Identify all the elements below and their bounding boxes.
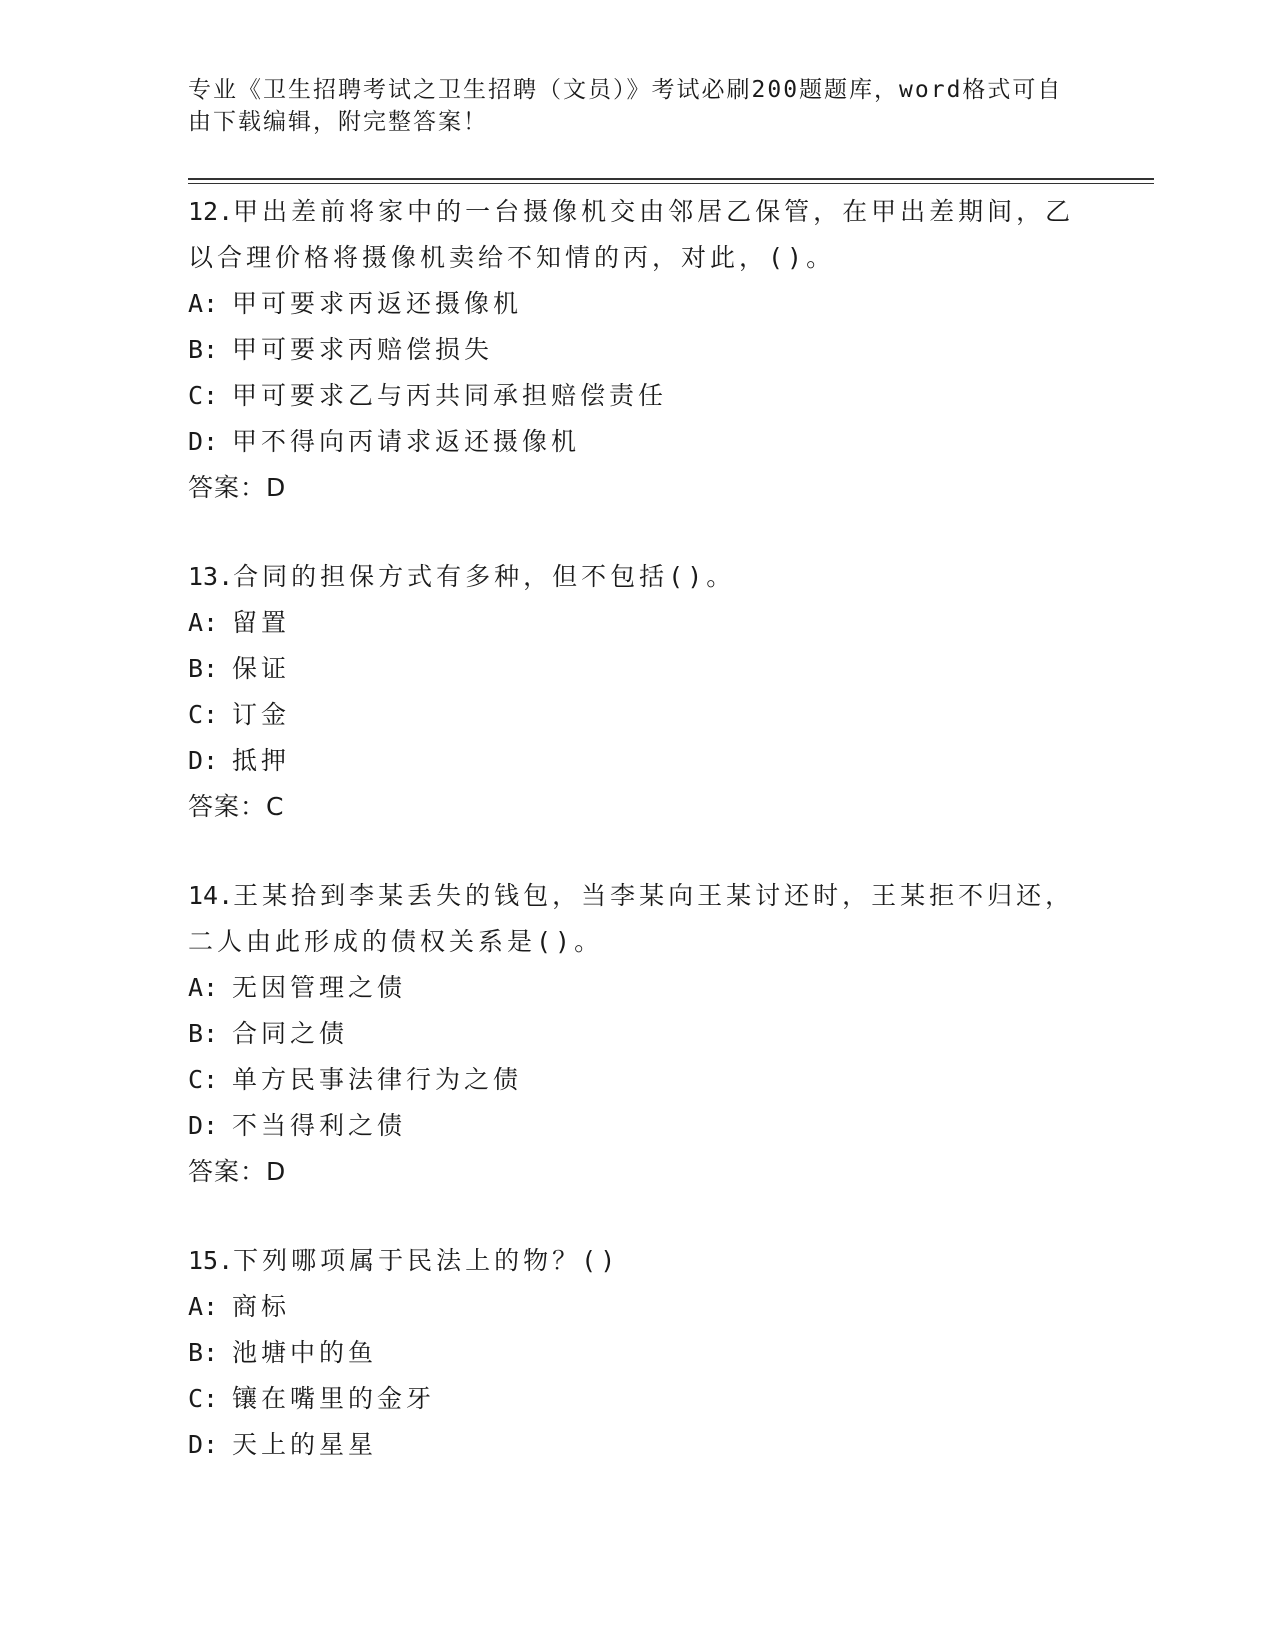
option-key: C:	[188, 700, 219, 729]
option-text: 镶在嘴里的金牙	[232, 1384, 436, 1413]
question-13	[188, 554, 1088, 830]
option-b	[188, 327, 1088, 373]
question-stem	[188, 873, 1088, 919]
question-stem-line-1: 甲出差前将家中的一台摄像机交由邻居乙保管，在甲出差期间，乙	[233, 197, 1075, 226]
option-text: 不当得利之债	[232, 1111, 407, 1140]
option-text: 池塘中的鱼	[232, 1338, 378, 1367]
option-d	[188, 419, 1088, 465]
option-text: 甲可要求丙返还摄像机	[232, 289, 523, 318]
option-text: 天上的星星	[232, 1430, 378, 1459]
question-14	[188, 873, 1088, 1195]
question-number: 15.	[188, 1246, 234, 1275]
option-a	[188, 281, 1088, 327]
question-stem	[188, 554, 1088, 600]
question-stem-line-2: 二人由此形成的债权关系是()。	[188, 927, 604, 956]
option-key: A:	[188, 289, 219, 318]
question-stem-line-1: 合同的担保方式有多种，但不包括()。	[233, 562, 736, 591]
answer-line: 答案：D	[188, 473, 287, 502]
option-b	[188, 1011, 1088, 1057]
option-key: B:	[188, 654, 219, 683]
option-c	[188, 1376, 1088, 1422]
header-divider-thin	[188, 183, 1154, 184]
option-a	[188, 600, 1088, 646]
option-key: D:	[188, 427, 219, 456]
question-number: 14.	[188, 881, 234, 910]
header-divider-thick	[188, 178, 1154, 180]
question-15	[188, 1238, 1088, 1468]
option-text: 无因管理之债	[232, 973, 407, 1002]
option-text: 保证	[232, 654, 291, 683]
option-c	[188, 373, 1088, 419]
option-key: C:	[188, 1384, 219, 1413]
option-key: A:	[188, 973, 219, 1002]
question-stem	[188, 1238, 1088, 1284]
option-key: C:	[188, 1065, 219, 1094]
option-key: B:	[188, 1338, 219, 1367]
option-c	[188, 1057, 1088, 1103]
option-a	[188, 1284, 1088, 1330]
option-a	[188, 965, 1088, 1011]
option-d	[188, 738, 1088, 784]
option-key: A:	[188, 608, 219, 637]
question-number: 13.	[188, 562, 234, 591]
option-text: 留置	[232, 608, 291, 637]
option-text: 商标	[232, 1292, 291, 1321]
option-text: 单方民事法律行为之债	[232, 1065, 523, 1094]
option-d	[188, 1103, 1088, 1149]
option-b	[188, 1330, 1088, 1376]
header-line-1: 专业《卫生招聘考试之卫生招聘（文员）》考试必刷200题题库，word格式可自	[188, 77, 1063, 103]
option-key: B:	[188, 335, 219, 364]
option-key: D:	[188, 746, 219, 775]
option-key: A:	[188, 1292, 219, 1321]
option-c	[188, 692, 1088, 738]
option-text: 甲可要求乙与丙共同承担赔偿责任	[232, 381, 668, 410]
option-key: B:	[188, 1019, 219, 1048]
option-text: 甲可要求丙赔偿损失	[232, 335, 494, 364]
question-list	[188, 189, 1088, 1511]
option-d	[188, 1422, 1088, 1468]
question-number: 12.	[188, 197, 234, 226]
option-text: 订金	[232, 700, 291, 729]
document-header	[188, 74, 1068, 138]
question-stem-line-1: 下列哪项属于民法上的物？()	[233, 1246, 620, 1275]
option-key: C:	[188, 381, 219, 410]
option-text: 合同之债	[232, 1019, 349, 1048]
answer-line: 答案：D	[188, 1157, 287, 1186]
option-key: D:	[188, 1111, 219, 1140]
option-key: D:	[188, 1430, 219, 1459]
option-text: 抵押	[232, 746, 291, 775]
header-line-2: 由下载编辑，附完整答案！	[188, 109, 488, 135]
answer-line: 答案：C	[188, 792, 285, 821]
question-stem-line-2: 以合理价格将摄像机卖给不知情的丙，对此，()。	[188, 243, 836, 272]
option-text: 甲不得向丙请求返还摄像机	[232, 427, 581, 456]
question-stem	[188, 189, 1088, 235]
option-b	[188, 646, 1088, 692]
question-12	[188, 189, 1088, 511]
question-stem-line-1: 王某拾到李某丢失的钱包，当李某向王某讨还时，王某拒不归还，	[233, 881, 1075, 910]
